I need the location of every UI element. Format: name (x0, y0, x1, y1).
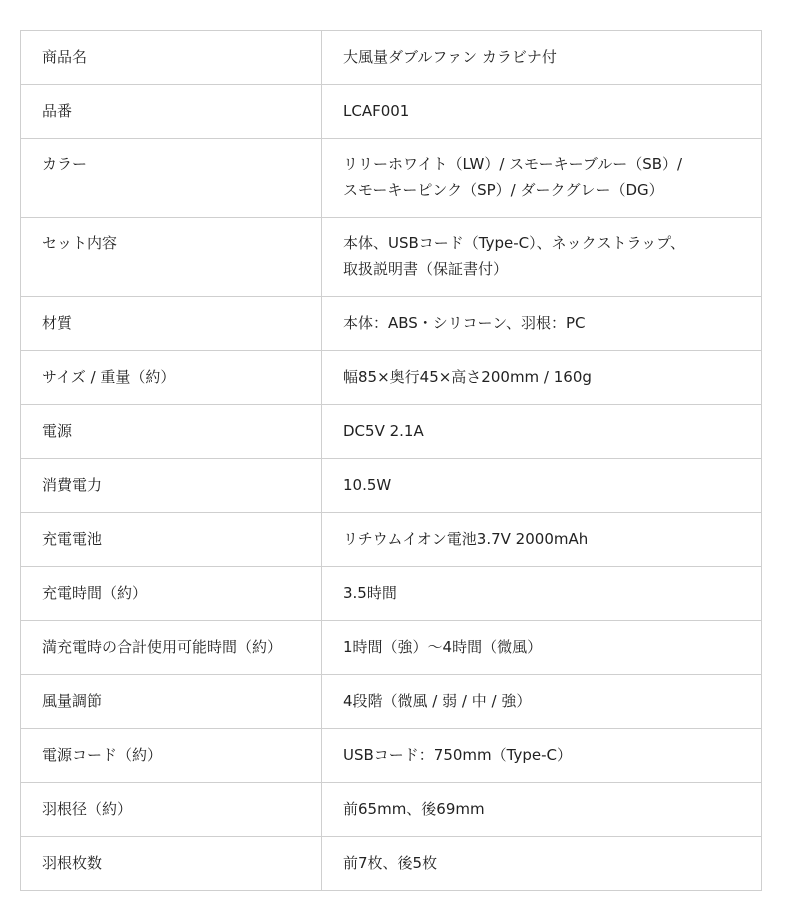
spec-row-color (21, 139, 762, 218)
spec-row-size-weight (21, 351, 762, 405)
spec-label (21, 459, 322, 513)
spec-table (20, 30, 762, 891)
spec-value-line: 1時間（強）〜4時間（微風） (343, 638, 543, 656)
spec-label (21, 567, 322, 621)
spec-row-blade-diameter (21, 783, 762, 837)
spec-value (322, 783, 762, 837)
spec-value-line: LCAF001 (343, 102, 410, 120)
spec-label (21, 513, 322, 567)
spec-label (21, 85, 322, 139)
spec-value-line: 大風量ダブルファン カラビナ付 (343, 48, 557, 66)
spec-value-line: 10.5W (343, 476, 392, 494)
spec-value-line: 前7枚、後5枚 (343, 854, 438, 872)
spec-value (322, 139, 762, 218)
spec-value (322, 729, 762, 783)
spec-label-text: 羽根径（約） (42, 800, 133, 818)
spec-value (322, 675, 762, 729)
spec-label (21, 351, 322, 405)
spec-label-text: 品番 (42, 102, 73, 120)
spec-label-text: セット内容 (42, 234, 118, 252)
spec-label-text: サイズ / 重量（約） (42, 368, 176, 386)
spec-row-power-source (21, 405, 762, 459)
spec-label (21, 31, 322, 85)
spec-row-charge-time (21, 567, 762, 621)
spec-label-text: 消費電力 (42, 476, 103, 494)
spec-label-text: 充電電池 (42, 530, 103, 548)
spec-label (21, 297, 322, 351)
spec-value (322, 297, 762, 351)
spec-row-power-consumption (21, 459, 762, 513)
spec-value (322, 837, 762, 891)
spec-value (322, 513, 762, 567)
spec-label-text: 商品名 (42, 48, 88, 66)
spec-value (322, 459, 762, 513)
spec-label-text: 電源コード（約） (42, 746, 163, 764)
spec-value-line: 4段階（微風 / 弱 / 中 / 強） (343, 692, 532, 710)
spec-label-text: カラー (42, 155, 88, 173)
spec-value (322, 351, 762, 405)
spec-value-line: スモーキーピンク（SP）/ ダークグレー（DG） (343, 181, 664, 199)
spec-row-set-contents (21, 218, 762, 297)
spec-label (21, 139, 322, 218)
spec-label-text: 充電時間（約） (42, 584, 148, 602)
spec-value-line: リリーホワイト（LW）/ スモーキーブルー（SB）/ (343, 155, 683, 173)
spec-label (21, 783, 322, 837)
spec-row-usage-time (21, 621, 762, 675)
spec-value-line: 本体：ABS・シリコーン、羽根：PC (343, 314, 586, 332)
spec-value-line: USBコード：750mm（Type-C） (343, 746, 572, 764)
spec-label-text: 風量調節 (42, 692, 103, 710)
spec-row-product-name (21, 31, 762, 85)
spec-value-line: 幅85×奥行45×高さ200mm / 160g (343, 368, 592, 386)
spec-row-blade-count (21, 837, 762, 891)
spec-value-line: 本体、USBコード（Type-C）、ネックストラップ、 (343, 234, 685, 252)
spec-label (21, 621, 322, 675)
spec-value-line: 前65mm、後69mm (343, 800, 485, 818)
spec-row-battery (21, 513, 762, 567)
spec-value (322, 85, 762, 139)
spec-label (21, 837, 322, 891)
spec-row-power-cord (21, 729, 762, 783)
spec-value (322, 405, 762, 459)
spec-label (21, 675, 322, 729)
spec-row-model-number (21, 85, 762, 139)
spec-row-airflow-levels (21, 675, 762, 729)
spec-label (21, 405, 322, 459)
spec-value (322, 31, 762, 85)
spec-label (21, 729, 322, 783)
spec-value (322, 567, 762, 621)
spec-value-line: 取扱説明書（保証書付） (343, 260, 509, 278)
spec-value (322, 621, 762, 675)
spec-value (322, 218, 762, 297)
spec-table-body (21, 31, 762, 891)
spec-value-line: 3.5時間 (343, 584, 397, 602)
spec-label-text: 材質 (42, 314, 73, 332)
spec-label-text: 満充電時の合計使用可能時間（約） (42, 638, 283, 656)
spec-value-line: DC5V 2.1A (343, 422, 424, 440)
spec-label (21, 218, 322, 297)
spec-label-text: 電源 (42, 422, 73, 440)
spec-value-line: リチウムイオン電池3.7V 2000mAh (343, 530, 589, 548)
spec-label-text: 羽根枚数 (42, 854, 103, 872)
spec-row-material (21, 297, 762, 351)
